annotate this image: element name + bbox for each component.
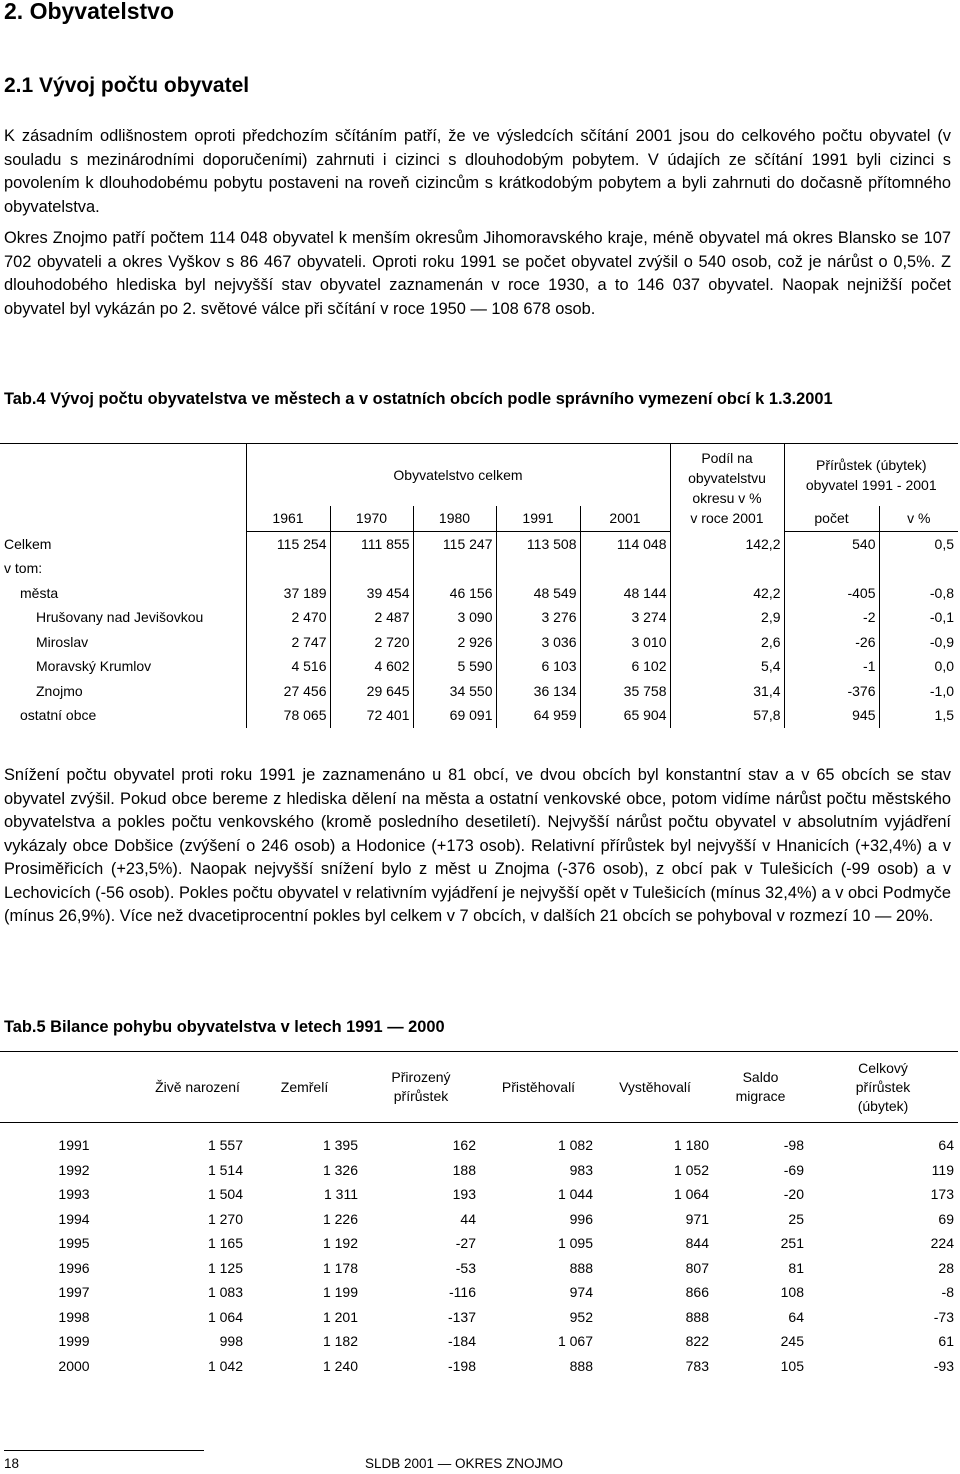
table-cell: 28 [938,1259,954,1276]
table-cell: -69 [783,1161,804,1178]
table-cell: 945 [784,703,879,728]
row-label: Znojmo [0,679,246,704]
year-cell: 1998 [58,1308,90,1325]
table4-header-blank [0,444,246,532]
share-line: v roce 2001 [690,509,764,526]
table-cell: 111 855 [330,531,413,556]
page-heading: 2. Obyvatelstvo [4,0,175,24]
table5-header-cell [480,1052,597,1123]
table-cell: 1 083 [207,1284,243,1301]
table5-title: Tab.5 Bilance pohybu obyvatelstva v letech 1991 — 2000 [4,1018,445,1036]
table-cell: 822 [685,1333,709,1350]
table-cell: 952 [569,1308,593,1325]
table-cell [784,556,879,581]
table-cell: -8 [941,1284,954,1301]
table4-header-pop-total: Obyvatelstvo celkem [246,444,670,507]
table-cell: 115 247 [413,531,496,556]
row-label: Moravský Krumlov [0,654,246,679]
table-cell: 807 [685,1259,709,1276]
growth-line: Přírůstek (úbytek) [816,457,927,473]
table-cell: 1 182 [322,1333,358,1350]
table-cell: 0,0 [934,658,954,675]
year-cell: 1995 [58,1235,90,1252]
table-cell: -53 [455,1259,476,1276]
footer-rule [4,1450,204,1451]
table-cell: 113 508 [496,531,580,556]
table4-header-growth [784,444,958,507]
table-cell: 1 201 [322,1308,358,1325]
table-cell: 27 456 [246,679,330,704]
table-cell: 46 156 [413,581,496,606]
table-cell: -2 [784,605,879,630]
table-cell: 34 550 [413,679,496,704]
year-cell: 1993 [58,1186,90,1203]
table5-header-cell [148,1052,247,1123]
table-cell: 5,4 [670,654,784,679]
table-cell: 64 959 [496,703,580,728]
table-cell: 1 165 [207,1235,243,1252]
table-cell: 3 090 [413,605,496,630]
year-cell: 1992 [58,1161,90,1178]
table-row [0,630,958,655]
table-cell: -20 [783,1186,804,1203]
table-cell: 1 125 [207,1259,243,1276]
header-line: Přirozený [391,1069,451,1085]
table-cell: 2 747 [246,630,330,655]
table-cell: 48 144 [580,581,670,606]
table-row [0,1207,958,1232]
footer-page-number: 18 [4,1456,20,1471]
paragraph-intro: K zásadním odlišnostem oproti předchozím sčítáním patří, že ve výsledcích sčítání 2001 jsou do celkového počtu obyvatel (v souladu s mezinárodními doporučeními) zahrnuti i cizinci s dlouhodobým pobytem. V údajích ze sčítání 1991 byli cizinci s povolením k dlouhodobému pobytu postaveni na roveň cizincům s krátkodobým pobytem a byli zahrnuti do dočasně přítomného obyvatelstva. [4,127,951,216]
header-line: Zemřelí [280,1078,329,1095]
table-cell: 1 044 [557,1186,593,1203]
row-label: ostatní obce [0,703,246,728]
table-cell: 2,6 [670,630,784,655]
table-cell: 64 [938,1137,954,1154]
table-cell: -98 [783,1137,804,1154]
table-row [0,1231,958,1256]
table-cell: -0,1 [929,609,954,626]
table-row [0,1305,958,1330]
table-cell: 69 091 [413,703,496,728]
table-cell: 57,8 [670,703,784,728]
table-row [0,1182,958,1207]
table-cell: 25 [788,1210,804,1227]
table-cell: 35 758 [580,679,670,704]
table-cell: 888 [569,1259,593,1276]
table5-header-row [0,1052,958,1123]
table-cell: 1 504 [207,1186,243,1203]
table-cell: 61 [938,1333,954,1350]
table-cell: 105 [780,1357,804,1374]
table-cell: 1 042 [207,1357,243,1374]
table-row [0,531,958,556]
row-label: města [0,581,246,606]
row-label: v tom: [0,556,246,581]
table4-year: 1961 [246,506,330,531]
table4-year: 2001 [580,506,670,531]
table5-header-blank [0,1052,148,1123]
table5-header-cell [713,1052,808,1123]
table-cell: 1 067 [557,1333,593,1350]
table-cell: 1 240 [322,1357,358,1374]
table-cell [246,556,330,581]
table-cell: 37 189 [246,581,330,606]
table-cell: 65 904 [580,703,670,728]
table-row [0,1280,958,1305]
growth-line: obyvatel 1991 - 2001 [805,477,937,493]
table-cell: 72 401 [330,703,413,728]
table-cell: 39 454 [330,581,413,606]
table4-year: 1980 [413,506,496,531]
table-cell: 1 064 [207,1308,243,1325]
table-cell: 1 192 [322,1235,358,1252]
table-cell: 119 [931,1161,954,1178]
year-cell: 1997 [58,1284,90,1301]
table5-header-cell [808,1052,958,1123]
table-cell: 540 [784,531,879,556]
table-row [0,1354,958,1379]
table-cell [496,556,580,581]
table4-title [4,388,952,411]
table-cell: 36 134 [496,679,580,704]
table4-header-count: počet [784,506,879,531]
separator-cell [0,1123,958,1134]
footer-title: SLDB 2001 — OKRES ZNOJMO [365,1456,564,1471]
table-cell: 4 516 [246,654,330,679]
table-cell: 5 590 [413,654,496,679]
year-cell: 1994 [58,1210,90,1227]
table-cell: 971 [685,1210,709,1227]
year-cell: 2000 [58,1357,90,1374]
table-cell: 2,9 [670,605,784,630]
table-cell: 6 103 [496,654,580,679]
share-line: okresu v % [692,489,762,506]
table-cell: 42,2 [670,581,784,606]
table-cell: 81 [788,1259,804,1276]
table-cell: 1,5 [934,707,954,724]
table-cell: 888 [569,1357,593,1374]
table-cell: 1 064 [673,1186,709,1203]
table-row [0,605,958,630]
table-row [0,1158,958,1183]
row-label: Celkem [0,531,246,556]
table-cell: 29 645 [330,679,413,704]
table-cell [670,556,784,581]
table-cell: 2 487 [330,605,413,630]
table-cell: 974 [569,1284,593,1301]
table-cell: 44 [460,1210,476,1227]
table-cell: 108 [780,1284,804,1301]
header-line: Saldo [742,1069,779,1085]
table4-title-num: Tab.4 [4,390,46,408]
header-line: přírůstek [393,1088,449,1104]
table5-header-cell [247,1052,362,1123]
table-cell: 1 395 [322,1137,358,1154]
table-cell: -198 [447,1357,476,1374]
header-line: (úbytek) [857,1097,909,1114]
header-line: Vystěhovalí [619,1078,691,1095]
table-cell: 64 [788,1308,804,1325]
paragraph-district: Okres Znojmo patří počtem 114 048 obyvatel k menším okresům Jihomoravského kraje, méně obyvatel má okres Blansko se 107 702 obyvateli a okres Vyškov s 86 467 obyvateli. Oproti roku 1991 se počet obyvatel zvýšil o 540 osob, což je nárůst o 0,5%. Z dlouhodobého hlediska byl nejvyšší stav obyvatel zaznamenán v roce 1930, a to 146 037 obyvatel. Naopak nejnižší počet obyvatel byl vykázán po 2. světové válce při sčítání v roce 1950 — 108 678 osob. [4,229,951,318]
table-cell: 2 720 [330,630,413,655]
year-cell: 1996 [58,1259,90,1276]
table-cell: -376 [784,679,879,704]
table-cell: 31,4 [670,679,784,704]
table-cell: 1 311 [324,1186,358,1203]
table-cell: 1 326 [322,1161,358,1178]
table-cell: -184 [447,1333,476,1350]
table-cell: 48 549 [496,581,580,606]
table-cell: -0,9 [929,633,954,650]
table-cell: 983 [569,1161,593,1178]
table-cell: 173 [930,1186,954,1203]
table-row [0,679,958,704]
table-cell: 888 [685,1308,709,1325]
table-cell [330,556,413,581]
year-cell: 1999 [58,1333,90,1350]
share-line: Podíl na [701,449,753,466]
table-cell: 251 [780,1235,804,1252]
table-cell: 162 [452,1137,476,1154]
table-cell: 78 065 [246,703,330,728]
table-cell [580,556,670,581]
header-line: Celkový [858,1059,908,1076]
table-cell: 245 [780,1333,804,1350]
table-cell: 1 226 [322,1210,358,1227]
table-cell: 1 082 [557,1137,593,1154]
table-cell: 1 180 [673,1137,709,1154]
table-cell: 1 557 [207,1137,243,1154]
table-cell: 115 254 [246,531,330,556]
table-cell: 3 010 [580,630,670,655]
table-cell: 996 [569,1210,593,1227]
table4-year: 1991 [496,506,580,531]
table4-year: 1970 [330,506,413,531]
table-row [0,703,958,728]
table5-header-cell [597,1052,713,1123]
table-cell: 188 [452,1161,476,1178]
table-cell: 783 [685,1357,709,1374]
header-line: přírůstek [855,1078,911,1095]
table4 [0,443,958,728]
table-cell: 1 514 [207,1161,243,1178]
table-cell: -1 [784,654,879,679]
table-cell [879,556,958,581]
table-cell: 4 602 [330,654,413,679]
table-cell: 69 [938,1210,954,1227]
table5-header-cell [362,1052,480,1123]
table-cell: 844 [685,1235,709,1252]
table4-header-pct: v % [879,506,958,531]
table-cell: 866 [685,1284,709,1301]
table-cell: 3 036 [496,630,580,655]
share-line: obyvatelstvu [688,469,766,486]
table-cell: 1 199 [322,1284,358,1301]
table-cell: 2 926 [413,630,496,655]
table4-title-text: Vývoj počtu obyvatelstva ve městech a v ostatních obcích podle správního vymezení obcí k 1.3.2001 [50,390,833,408]
row-label: Miroslav [0,630,246,655]
table-cell: 998 [219,1333,243,1350]
table-cell: -1,0 [929,682,954,699]
table-cell: 142,2 [670,531,784,556]
table-cell: 3 276 [496,605,580,630]
table-cell: -116 [449,1284,476,1301]
table-cell: 1 095 [557,1235,593,1252]
table-row [0,556,958,581]
header-line: Živě narození [155,1078,240,1095]
table4-header-share [670,444,784,532]
table-row [0,1133,958,1158]
table-cell: 2 470 [246,605,330,630]
table-cell: -93 [933,1357,954,1374]
paragraph-municipalities: Snížení počtu obyvatel proti roku 1991 je zaznamenáno u 81 obcí, ve dvou obcích byl konstantní stav a v 65 obcích se stav obyvatel zvýšil. Pokud obce bereme z hlediska dělení na města a ostatní venkovské obce, potom vidíme nárůst počtu městského obyvatelstva a pokles počtu venkovského (kromě posledního desetiletí). Nejvyšší nárůst počtu obyvatel v absolutním vyjádření vykázaly obce Dobšice (zvýšení o 246 osob) a Hodonice (+173 osob). Relativní přírůstek byl nejvyšší v Hnanicích (+32,4%) a v Prosiměřicích (+23,5%). Naopak nejvyšší snížení bylo z měst u Znojma (-376 osob), z obcí pak v Tulešicích (-99 osob) a v Lechovicích (-56 osob). Pokles počtu obyvatel v relativním vyjádření je nejvyšší opět v Tulešicích (mínus 32,4%) a v obci Podmyče (mínus 26,9%). Více než dvacetiprocentní pokles byl celkem v 7 obcích, v dalších 21 obcích se pohyboval v rozmezí 10 — 20%. [4,766,951,925]
year-cell: 1991 [58,1137,90,1154]
row-label: Hrušovany nad Jevišovkou [0,605,246,630]
table-cell: 0,5 [934,535,954,552]
table-cell: -27 [455,1235,476,1252]
table-cell [413,556,496,581]
table-cell: 1 178 [322,1259,358,1276]
table-cell: 114 048 [580,531,670,556]
table-cell: 1 270 [207,1210,243,1227]
table-cell: 3 274 [580,605,670,630]
header-line: migrace [735,1088,786,1104]
table5-header-separator [0,1123,958,1134]
header-line: Přistěhovalí [501,1078,576,1095]
table-row [0,654,958,679]
table-cell: 224 [930,1235,954,1252]
table-cell: -0,8 [929,584,954,601]
table-cell: -405 [784,581,879,606]
table-cell: -73 [933,1308,954,1325]
table-row [0,1256,958,1281]
table-row [0,1329,958,1354]
section-heading: 2.1 Vývoj počtu obyvatel [4,74,250,97]
table-cell: 1 052 [673,1161,709,1178]
table-row [0,581,958,606]
table-cell: 193 [452,1186,476,1203]
table-cell: -137 [447,1308,476,1325]
table-cell: 6 102 [580,654,670,679]
table-cell: -26 [784,630,879,655]
table5 [0,1051,958,1378]
